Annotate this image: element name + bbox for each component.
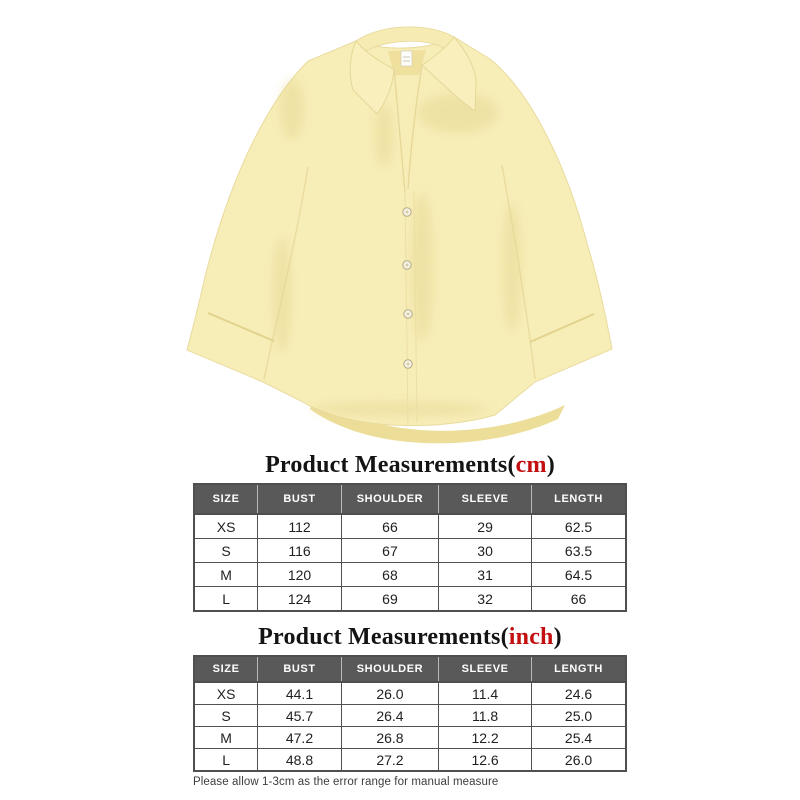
size-cell: S <box>194 705 258 727</box>
column-header-bust: BUST <box>258 656 342 682</box>
value-cell: 68 <box>341 563 438 587</box>
value-cell: 120 <box>258 563 342 587</box>
value-cell: 11.4 <box>439 682 532 705</box>
value-cell: 30 <box>439 539 532 563</box>
value-cell: 26.0 <box>532 749 626 772</box>
column-header-length: LENGTH <box>532 484 626 514</box>
measure-error-note: Please allow 1-3cm as the error range for manual measure <box>193 776 499 788</box>
value-cell: 25.4 <box>532 727 626 749</box>
size-row-xs <box>194 682 626 705</box>
value-cell: 12.6 <box>439 749 532 772</box>
value-cell: 66 <box>532 587 626 612</box>
value-cell: 62.5 <box>532 514 626 539</box>
title-text: Product Measurements( <box>258 624 509 650</box>
value-cell: 12.2 <box>439 727 532 749</box>
size-cell: M <box>194 563 258 587</box>
value-cell: 124 <box>258 587 342 612</box>
value-cell: 47.2 <box>258 727 342 749</box>
size-cell: L <box>194 749 258 772</box>
size-row-xs <box>194 514 626 539</box>
measurements-cm-section <box>193 450 627 612</box>
value-cell: 63.5 <box>532 539 626 563</box>
header-row <box>194 484 626 514</box>
column-header-length: LENGTH <box>532 656 626 682</box>
value-cell: 26.0 <box>341 682 438 705</box>
value-cell: 112 <box>258 514 342 539</box>
value-cell: 64.5 <box>532 563 626 587</box>
title-text: ) <box>546 452 555 478</box>
measurements-cm-title <box>193 450 627 480</box>
column-header-size: SIZE <box>194 656 258 682</box>
title-unit-cm: cm <box>515 452 547 478</box>
product-photo <box>160 16 640 458</box>
value-cell: 24.6 <box>532 682 626 705</box>
header-row <box>194 656 626 682</box>
size-cell: XS <box>194 514 258 539</box>
size-cell: XS <box>194 682 258 705</box>
value-cell: 67 <box>341 539 438 563</box>
value-cell: 26.8 <box>341 727 438 749</box>
value-cell: 31 <box>439 563 532 587</box>
value-cell: 27.2 <box>341 749 438 772</box>
button <box>403 208 411 216</box>
measurements-inch-section <box>193 622 627 788</box>
column-header-bust: BUST <box>258 484 342 514</box>
measurements-inch-title <box>193 622 627 652</box>
title-text: Product Measurements( <box>265 452 516 478</box>
button <box>404 360 412 368</box>
value-cell: 48.8 <box>258 749 342 772</box>
size-row-m <box>194 727 626 749</box>
value-cell: 32 <box>439 587 532 612</box>
shirt-illustration <box>160 16 640 458</box>
value-cell: 45.7 <box>258 705 342 727</box>
neck-label <box>401 51 412 66</box>
size-row-l <box>194 749 626 772</box>
value-cell: 25.0 <box>532 705 626 727</box>
size-row-s <box>194 705 626 727</box>
button <box>403 261 411 269</box>
value-cell: 29 <box>439 514 532 539</box>
size-cell: S <box>194 539 258 563</box>
size-cell: L <box>194 587 258 612</box>
column-header-size: SIZE <box>194 484 258 514</box>
title-text: ) <box>553 624 562 650</box>
button <box>404 310 412 318</box>
value-cell: 11.8 <box>439 705 532 727</box>
size-row-m <box>194 563 626 587</box>
size-row-l <box>194 587 626 612</box>
value-cell: 69 <box>341 587 438 612</box>
value-cell: 116 <box>258 539 342 563</box>
size-cell: M <box>194 727 258 749</box>
column-header-shoulder: SHOULDER <box>341 484 438 514</box>
column-header-sleeve: SLEEVE <box>439 656 532 682</box>
measurements-cm-table <box>193 483 627 612</box>
value-cell: 44.1 <box>258 682 342 705</box>
value-cell: 66 <box>341 514 438 539</box>
column-header-shoulder: SHOULDER <box>341 656 438 682</box>
size-row-s <box>194 539 626 563</box>
column-header-sleeve: SLEEVE <box>439 484 532 514</box>
measurements-inch-table <box>193 655 627 772</box>
title-unit-inch: inch <box>508 624 554 650</box>
shirt-body <box>187 37 612 426</box>
value-cell: 26.4 <box>341 705 438 727</box>
